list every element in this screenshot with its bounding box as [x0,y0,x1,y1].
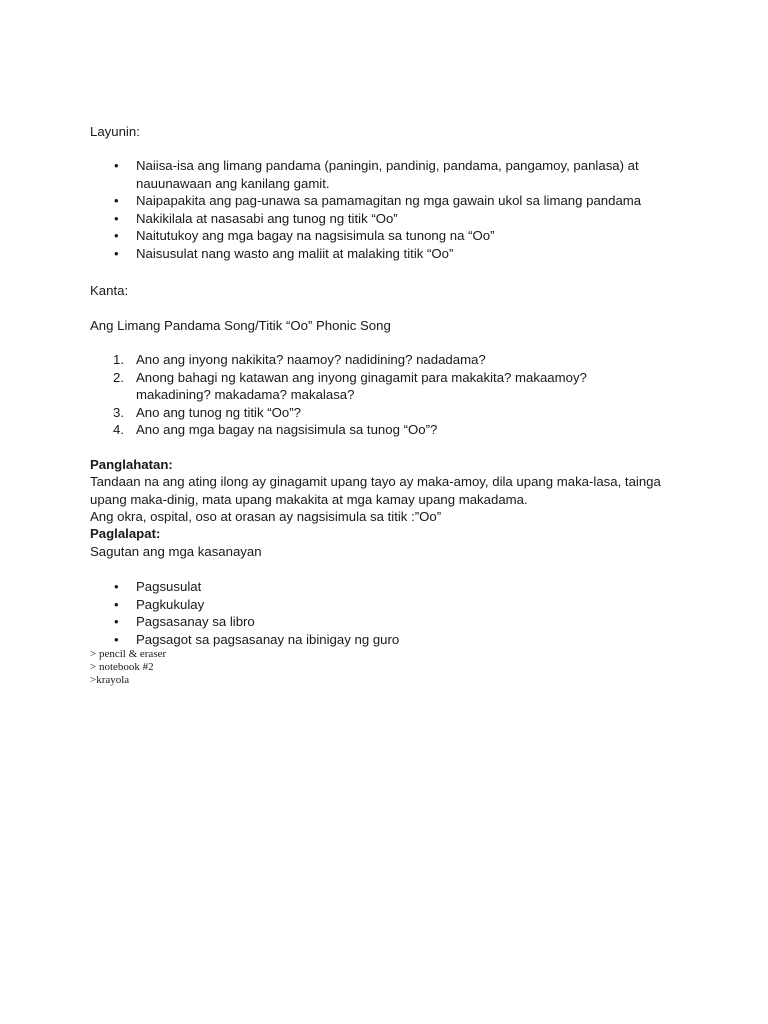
question-number: 2. [113,369,124,385]
objectives-heading: Layunin: [90,124,140,139]
material-item: >krayola [90,674,130,686]
generalization-text-2: Ang okra, ospital, oso at orasan ay nagsisimula sa titik :”Oo” [90,509,442,524]
question-item [0,351,656,369]
objectives-list [0,157,656,262]
bullet-icon: • [114,193,119,208]
objective-text: Nakikilala at nasasabi ang tunog ng titik “Oo” [136,210,398,226]
objective-item [0,192,656,210]
application-text: Pagsagot sa pagsasanay na ibinigay ng guro [136,631,400,647]
generalization-heading: Panglahatan: [90,457,173,472]
objective-item [0,227,656,245]
song-heading: Kanta: [90,283,129,298]
application-heading: Paglalapat: [90,526,161,541]
application-item [0,613,656,631]
application-intro: Sagutan ang mga kasanayan [90,544,262,559]
generalization-text: Tandaan na ang ating ilong ay ginagamit upang tayo ay maka-amoy, dila upang maka-lasa, tainga upang maka-dinig, mata upang makakita at mga kamay upang makadama. [90,474,661,507]
application-item [0,596,656,614]
bullet-icon: • [114,579,119,594]
material-item: > notebook #2 [90,661,154,673]
bullet-icon: • [114,631,119,647]
bullet-icon: • [114,228,119,243]
question-text: Anong bahagi ng katawan ang inyong ginagamit para makakita? makaamoy? makadining? makadama? makalasa? [136,369,587,402]
question-item [0,421,656,439]
objective-text: Naiisa-isa ang limang pandama (paningin, pandinig, pandama, pangamoy, panlasa) at nauunawaan ang kanilang gamit. [136,158,639,191]
application-item [0,578,656,596]
application-text: Pagsusulat [136,579,202,594]
objective-text: Naipapakita ang pag-unawa sa pamamagitan ng mga gawain ukol sa limang pandama [136,193,642,208]
question-number: 4. [113,422,124,437]
question-item [0,404,656,422]
objective-text: Naitutukoy ang mga bagay na nagsisimula sa tunong na “Oo” [136,228,495,243]
objective-item [0,245,656,263]
question-number: 3. [113,404,124,420]
application-text: Pagkukulay [136,596,205,612]
bullet-icon: • [114,245,119,261]
question-text: Ano ang mga bagay na nagsisimula sa tunog “Oo”? [136,422,438,437]
application-item [0,631,656,649]
application-list [0,578,656,648]
application-text: Pagsasanay sa libro [136,614,255,629]
question-item [0,369,656,404]
material-item: > pencil & eraser [90,648,167,660]
bullet-icon: • [114,614,119,629]
song-questions-list [0,351,656,439]
objective-text: Naisusulat nang wasto ang maliit at malaking titik “Oo” [136,245,454,261]
objective-item [0,157,656,192]
bullet-icon: • [114,210,119,226]
bullet-icon: • [114,158,119,173]
question-text: Ano ang inyong nakikita? naamoy? nadidining? nadadama? [136,352,486,367]
question-number: 1. [113,352,124,367]
song-title: Ang Limang Pandama Song/Titik “Oo” Phonic Song [90,318,391,333]
question-text: Ano ang tunog ng titik “Oo”? [136,404,301,420]
objective-item [0,210,656,228]
bullet-icon: • [114,596,119,612]
